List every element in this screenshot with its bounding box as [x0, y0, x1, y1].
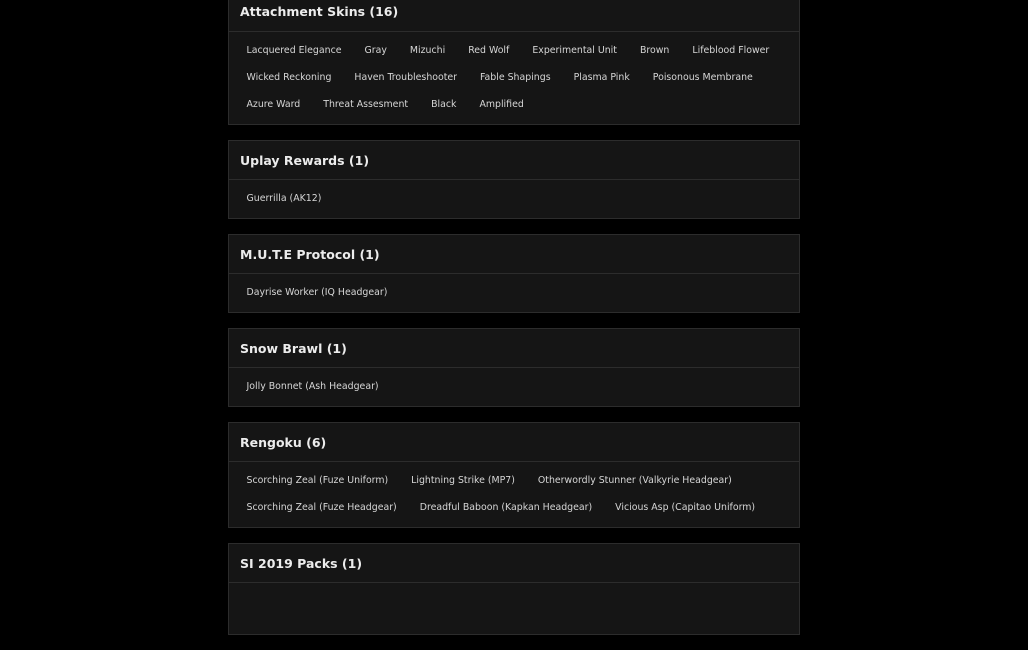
skin-item[interactable]: Jolly Bonnet (Ash Headgear) [246, 381, 379, 392]
section-header[interactable] [229, 544, 799, 583]
section-items [229, 32, 799, 124]
skin-item[interactable]: Guerrilla (AK12) [246, 193, 322, 204]
section-header[interactable] [229, 329, 799, 368]
skin-item[interactable]: Haven Troubleshooter [354, 72, 458, 83]
section-header[interactable] [229, 235, 799, 274]
section-title: Snow Brawl (1) [240, 340, 347, 356]
skin-item[interactable]: Amplified [479, 99, 524, 110]
skin-item[interactable]: Scorching Zeal (Fuze Headgear) [246, 502, 397, 513]
skin-item[interactable]: Lightning Strike (MP7) [411, 475, 515, 486]
skin-item[interactable]: Gray [364, 45, 387, 56]
section-items [229, 368, 799, 406]
section-mute-protocol [228, 234, 800, 313]
section-si-2019-packs [228, 543, 800, 635]
skin-item[interactable]: Vicious Asp (Capitao Uniform) [615, 502, 756, 513]
section-title: M.U.T.E Protocol (1) [240, 246, 380, 262]
skin-item[interactable]: Mizuchi [409, 45, 446, 56]
section-title: Uplay Rewards (1) [240, 152, 370, 168]
section-header[interactable] [229, 423, 799, 462]
item-row [235, 37, 793, 64]
skin-item[interactable]: Dreadful Baboon (Kapkan Headgear) [419, 502, 593, 513]
skin-item[interactable]: Azure Ward [246, 99, 301, 110]
item-row [235, 279, 793, 306]
skin-item[interactable]: Wicked Reckoning [246, 72, 332, 83]
item-row [235, 64, 793, 91]
section-uplay-rewards [228, 140, 800, 219]
skin-item[interactable]: Brown [639, 45, 670, 56]
item-row [235, 494, 793, 521]
section-header[interactable] [229, 0, 799, 32]
skin-item[interactable]: Black [431, 99, 457, 110]
skin-item[interactable]: Red Wolf [468, 45, 510, 56]
section-title: SI 2019 Packs (1) [240, 555, 363, 571]
skin-item[interactable]: Scorching Zeal (Fuze Uniform) [246, 475, 389, 486]
section-header[interactable] [229, 141, 799, 180]
section-items [229, 180, 799, 218]
section-items [229, 274, 799, 312]
skin-item[interactable]: Fable Shapings [480, 72, 551, 83]
item-row [235, 467, 793, 494]
collection-list [228, 0, 800, 650]
skin-item[interactable]: Experimental Unit [532, 45, 617, 56]
item-row [235, 91, 793, 118]
section-title: Rengoku (6) [240, 434, 327, 450]
skin-item[interactable]: Dayrise Worker (IQ Headgear) [246, 287, 388, 298]
skin-item[interactable]: Lacquered Elegance [246, 45, 342, 56]
section-attachment-skins [228, 0, 800, 125]
skin-item[interactable]: Plasma Pink [573, 72, 630, 83]
skin-item[interactable]: Lifeblood Flower [692, 45, 770, 56]
item-row [235, 185, 793, 212]
skin-item[interactable]: Threat Assesment [323, 99, 409, 110]
skin-item[interactable]: Poisonous Membrane [652, 72, 753, 83]
section-items [229, 583, 799, 634]
item-row [235, 373, 793, 400]
section-title: Attachment Skins (16) [240, 3, 399, 19]
section-items [229, 462, 799, 527]
section-snow-brawl [228, 328, 800, 407]
skin-item[interactable]: Otherwordly Stunner (Valkyrie Headgear) [537, 475, 732, 486]
section-rengoku [228, 422, 800, 528]
